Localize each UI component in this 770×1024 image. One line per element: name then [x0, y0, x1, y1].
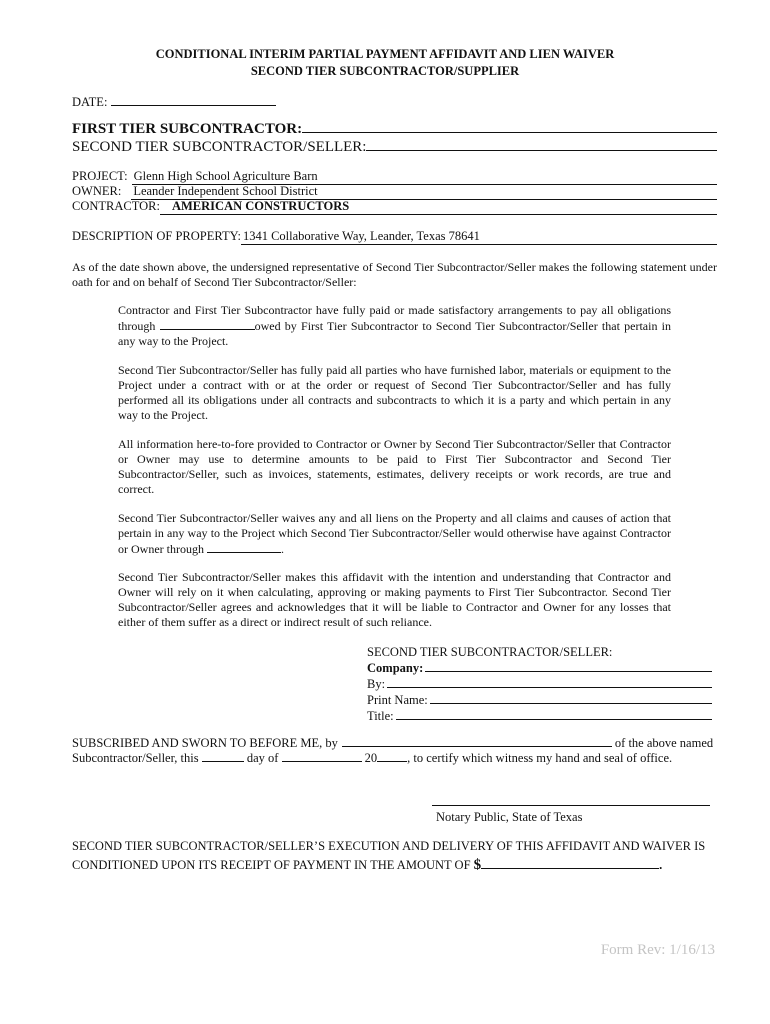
- property-label: DESCRIPTION OF PROPERTY:: [72, 229, 241, 243]
- by-field[interactable]: [387, 687, 712, 688]
- sworn-text-c: Subcontractor/Seller, this: [72, 751, 199, 765]
- document-title: CONDITIONAL INTERIM PARTIAL PAYMENT AFFIDAVIT AND LIEN WAIVER: [155, 47, 615, 61]
- date-row: [72, 93, 276, 110]
- sworn-year-field[interactable]: [377, 750, 407, 762]
- owner-label: OWNER:: [72, 184, 122, 198]
- company-label: Company:: [367, 661, 424, 675]
- by-label: By:: [367, 677, 386, 691]
- form-revision: Form Rev: 1/16/13: [600, 942, 715, 958]
- payment-amount-field[interactable]: [481, 855, 659, 869]
- sworn-text-d: day of: [246, 751, 279, 765]
- project-field[interactable]: Glenn High School Agriculture Barn: [132, 169, 717, 185]
- second-tier-row: [72, 139, 717, 156]
- sworn-row-2: [72, 750, 672, 766]
- waiver-through-date-field[interactable]: [207, 541, 281, 553]
- signature-block: [367, 645, 712, 725]
- sworn-text-b: of the above named: [614, 736, 714, 750]
- paragraph-parties-paid: Second Tier Subcontractor/Seller has fully paid all parties who have furnished labor, materials or equipment to the Project under a contract with or at the order or request of Second Tier Subcontractor/Seller and has fully performed all its obligations under all contracts and subcontracts to which it is a party and which pertain in any way to the Project.: [118, 363, 671, 422]
- signature-heading-row: [367, 645, 712, 661]
- signature-heading: SECOND TIER SUBCONTRACTOR/SELLER:: [367, 645, 613, 659]
- print-name-row: [367, 693, 712, 709]
- sworn-text-e: 20: [364, 751, 378, 765]
- project-row: [72, 169, 717, 185]
- property-field[interactable]: 1341 Collaborative Way, Leander, Texas 78641: [241, 229, 717, 245]
- sworn-day-field[interactable]: [202, 750, 244, 762]
- dollar-sign: $: [473, 857, 482, 873]
- sworn-text-a: SUBSCRIBED AND SWORN TO BEFORE ME, by: [72, 736, 338, 750]
- second-tier-label: SECOND TIER SUBCONTRACTOR/SELLER:: [72, 139, 367, 155]
- paragraph-waiver-text-a: Second Tier Subcontractor/Seller waives any and all liens on the Property and all claims and causes of action that pertain in any way to the Project which Second Tier Subcontractor/Seller would otherwise have against Contractor or Owner through: [118, 511, 671, 556]
- first-tier-row: [72, 121, 717, 138]
- owner-field[interactable]: Leander Independent School District: [131, 184, 717, 200]
- contractor-label: CONTRACTOR:: [72, 199, 160, 213]
- paragraph-waiver: [118, 511, 671, 557]
- sworn-text-f: , to certify which witness my hand and seal of office.: [407, 751, 673, 765]
- contractor-row: [72, 199, 717, 215]
- project-label: PROJECT:: [72, 169, 128, 183]
- company-field[interactable]: [425, 671, 712, 672]
- paragraph-reliance: Second Tier Subcontractor/Seller makes this affidavit with the intention and understanding that Contractor and Owner will rely on it when calculating, approving or making payments to First Tier Subcontractor. Second Tier Subcontractor/Seller agrees and acknowledges that it will be liable to Contractor and Owner for any losses that either of them suffer as a direct or indirect result of such reliance.: [118, 570, 671, 629]
- contractor-field[interactable]: AMERICAN CONSTRUCTORS: [160, 199, 717, 215]
- first-tier-field[interactable]: [302, 132, 717, 133]
- condition-line-2: CONDITIONED UPON ITS RECEIPT OF PAYMENT IN THE AMOUNT OF: [72, 858, 471, 872]
- paragraph-information: All information here-to-fore provided to Contractor or Owner by Second Tier Subcontractor/Seller that Contractor or Owner may use to determine amounts to be paid to First Tier Subcontractor and Second Tier Subcontractor/Seller, such as invoices, statements, estimates, delivery receipts or work records, are true and correct.: [118, 437, 671, 496]
- sworn-month-field[interactable]: [282, 750, 362, 762]
- print-name-field[interactable]: [430, 703, 712, 704]
- paragraph-payment-text-b: owed by First Tier Subcontractor to Second Tier Subcontractor/Seller that pertain in any way to the Project.: [118, 319, 672, 348]
- by-row: [367, 677, 712, 693]
- date-field[interactable]: [111, 93, 276, 106]
- paragraph-waiver-text-b: .: [280, 542, 284, 556]
- date-label: DATE:: [72, 95, 108, 109]
- amount-period: .: [659, 858, 663, 872]
- document-subtitle: SECOND TIER SUBCONTRACTOR/SUPPLIER: [250, 64, 520, 78]
- second-tier-field[interactable]: [366, 150, 717, 151]
- notary-label: Notary Public, State of Texas: [436, 810, 583, 824]
- print-name-label: Print Name:: [367, 693, 428, 707]
- sworn-row-1: [72, 735, 717, 751]
- intro-paragraph: As of the date shown above, the undersigned representative of Second Tier Subcontractor/Seller makes the following statement under oath for and on behalf of Second Tier Subcontractor/Seller:: [72, 260, 717, 289]
- first-tier-label: FIRST TIER SUBCONTRACTOR:: [72, 121, 303, 137]
- payment-through-date-field[interactable]: [160, 318, 255, 330]
- sworn-by-field[interactable]: [342, 735, 612, 747]
- paragraph-payment-text-a: Contractor and First Tier Subcontractor have fully paid or made satisfactory arrangements to pay all obligations through: [118, 303, 671, 333]
- company-row: [367, 661, 712, 677]
- title-field[interactable]: [396, 719, 712, 720]
- title-row: [367, 709, 712, 725]
- condition-line-2-row: [72, 855, 662, 874]
- paragraph-payment: [118, 303, 671, 349]
- property-row: [72, 229, 717, 245]
- condition-line-1: SECOND TIER SUBCONTRACTOR/SELLER’S EXECUTION AND DELIVERY OF THIS AFFIDAVIT AND WAIVER IS: [72, 839, 706, 853]
- notary-signature-field[interactable]: [432, 805, 710, 806]
- title-label: Title:: [367, 709, 394, 723]
- owner-row: [72, 184, 717, 200]
